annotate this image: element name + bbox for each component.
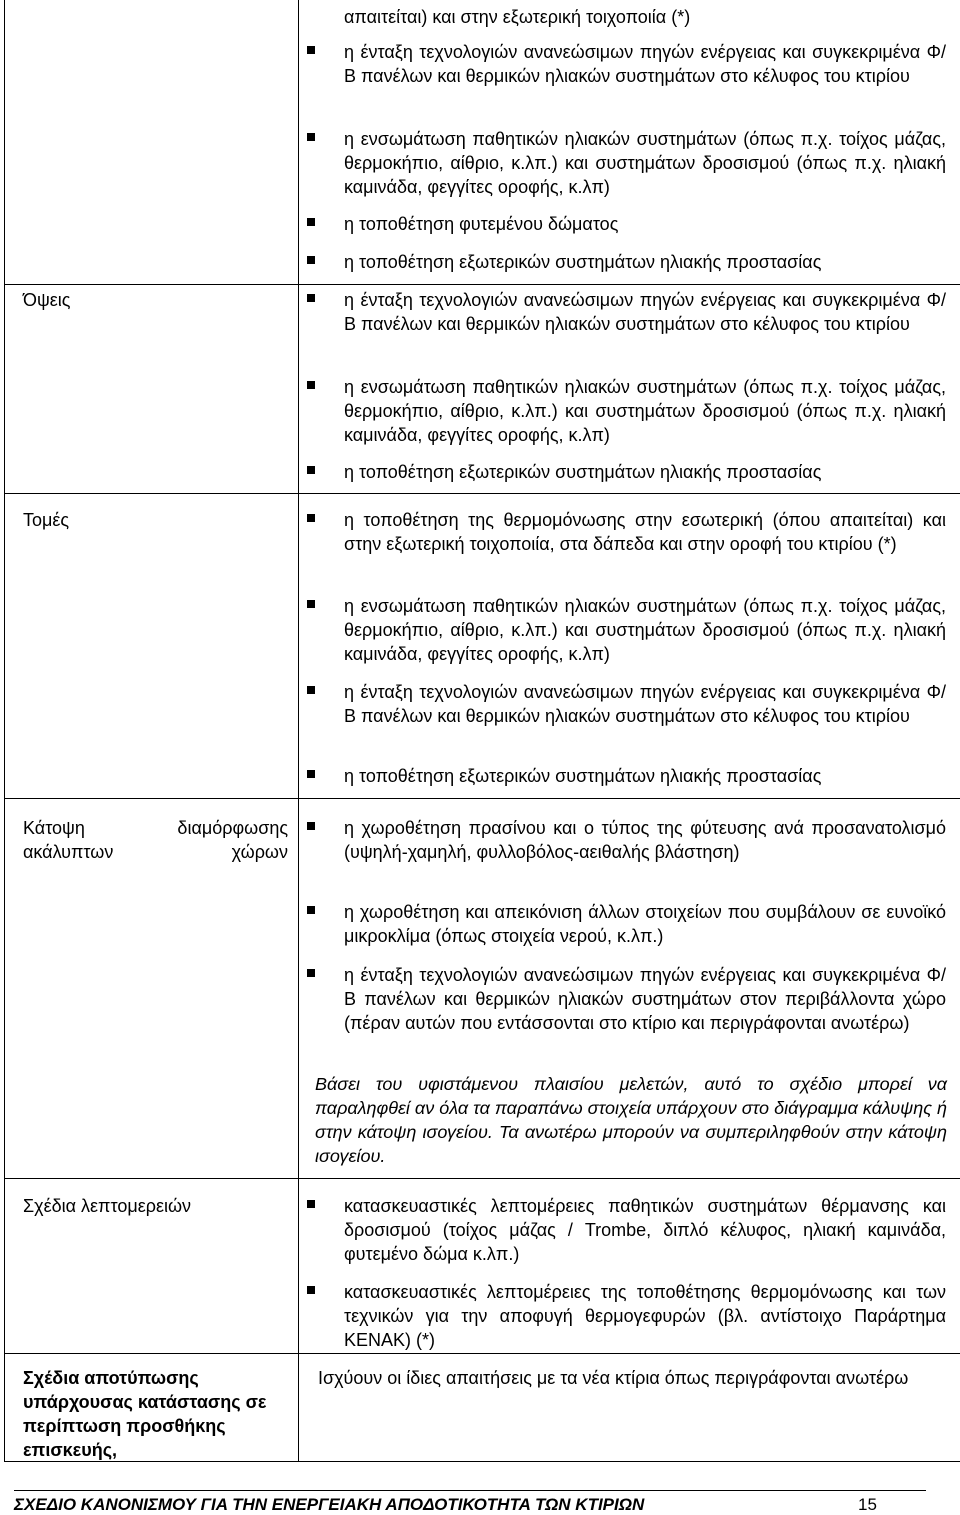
list-item: η τοποθέτηση της θερμομόνωσης στην εσωτερική (όπου απαιτείται) και στην εξωτερική τοιχοποιία, στα δάπεδα και στην οροφή του κτιρίου (*) [344, 510, 946, 554]
row-label-open-space-plan: Κάτοψη διαμόρφωσης ακάλυπτων χώρων [23, 818, 288, 862]
bullet-icon [307, 294, 315, 302]
list-item: η ένταξη τεχνολογιών ανανεώσιμων πηγών ενέργειας και συγκεκριμένα Φ/Β πανέλων και θερμικών ηλιακών συστημάτων στο κέλυφος του κτιρίου [344, 290, 946, 334]
bullet-icon [307, 218, 315, 226]
list-item: η ένταξη τεχνολογιών ανανεώσιμων πηγών ενέργειας και συγκεκριμένα Φ/Β πανέλων και θερμικών ηλιακών συστημάτων στο κέλυφος του κτιρίου [344, 682, 946, 726]
row-label-facades: Όψεις [23, 290, 71, 310]
list-item: η ένταξη τεχνολογιών ανανεώσιμων πηγών ενέργειας και συγκεκριμένα Φ/Β πανέλων και θερμικών ηλιακών συστημάτων στο κέλυφος του κτιρίου [344, 42, 946, 86]
bullet-icon [307, 381, 315, 389]
list-item: η τοποθέτηση εξωτερικών συστημάτων ηλιακής προστασίας [344, 766, 822, 786]
row-divider [4, 493, 960, 494]
list-item-continuation: απαιτείται) και στην εξωτερική τοιχοποιία (*) [344, 7, 691, 27]
bullet-icon [307, 822, 315, 830]
list-item: κατασκευαστικές λεπτομέρειες παθητικών συστημάτων θέρμανσης και δροσισμού (τοίχος μάζας / Trombe, διπλό κέλυφος, ηλιακή καμινάδα, φυτεμένο δώμα κ.λπ.) [344, 1196, 946, 1264]
note-paragraph: Βάσει του υφιστάμενου πλαισίου μελετών, αυτό το σχέδιο μπορεί να παραληφθεί αν όλα τα παραπάνω στοιχεία υπάρχουν στο διάγραμμα κάλυψης ή στην κάτοψη ισογείου. Τα ανωτέρω μπορούν να συμπεριληφθούν στην κάτοψη ισογείου. [315, 1074, 947, 1166]
row-divider [4, 1178, 960, 1179]
list-item: η τοποθέτηση εξωτερικών συστημάτων ηλιακής προστασίας [344, 462, 822, 482]
bullet-icon [307, 906, 315, 914]
bullet-icon [307, 133, 315, 141]
list-item: η ενσωμάτωση παθητικών ηλιακών συστημάτων (όπως π.χ. τοίχος μάζας, θερμοκήπιο, αίθριο, κ.λπ.) και συστημάτων δροσισμού (όπως π.χ. ηλιακή καμινάδα, φεγγίτες οροφής, κ.λπ) [344, 377, 946, 445]
bullet-icon [307, 969, 315, 977]
row-label-survey-drawings: Σχέδια αποτύπωσης υπάρχουσας κατάστασης σε περίπτωση προσθήκης επισκευής, [23, 1368, 267, 1460]
row-label-sections: Τομές [23, 510, 70, 530]
page-number: 15 [858, 1495, 877, 1514]
row-label-detail-drawings: Σχέδια λεπτομερειών [23, 1196, 192, 1216]
bullet-icon [307, 770, 315, 778]
row-divider [4, 284, 960, 285]
list-item: κατασκευαστικές λεπτομέρειες της τοποθέτησης θερμομόνωσης και των τεχνικών για την αποφυγή θερμογεφυρών (βλ. αντίστοιχο Παράρτημα ΚΕΝΑΚ) (*) [344, 1282, 946, 1350]
bullet-icon [307, 1286, 315, 1294]
bullet-icon [307, 256, 315, 264]
list-item: η χωροθέτηση πρασίνου και ο τύπος της φύτευσης ανά προσανατολισμό (υψηλή-χαμηλή, φυλλοβόλος-αειθαλής βλάστηση) [344, 818, 946, 862]
bullet-icon [307, 686, 315, 694]
bullet-icon [307, 46, 315, 54]
bullet-icon [307, 600, 315, 608]
list-item: η τοποθέτηση φυτεμένου δώματος [344, 214, 619, 234]
list-item: η ενσωμάτωση παθητικών ηλιακών συστημάτων (όπως π.χ. τοίχος μάζας, θερμοκήπιο, αίθριο, κ.λπ.) και συστημάτων δροσισμού (όπως π.χ. ηλιακή καμινάδα, φεγγίτες οροφής, κ.λπ) [344, 596, 946, 664]
bullet-icon [307, 514, 315, 522]
bullet-icon [307, 466, 315, 474]
footer-title: ΣΧΕΔΙΟ ΚΑΝΟΝΙΣΜΟΥ ΓΙΑ ΤΗΝ ΕΝΕΡΓΕΙΑΚΗ ΑΠΟΔΟΤΙΚΟΤΗΤΑ ΤΩΝ ΚΤΙΡΙΩΝ [14, 1495, 645, 1514]
bullet-icon [307, 1200, 315, 1208]
row-divider [4, 798, 960, 799]
list-item: η τοποθέτηση εξωτερικών συστημάτων ηλιακής προστασίας [344, 252, 822, 272]
list-item: η χωροθέτηση και απεικόνιση άλλων στοιχείων που συμβάλουν σε ευνοϊκό μικροκλίμα (όπως στοιχεία νερού, κ.λπ.) [344, 902, 946, 946]
footer-rule [14, 1490, 926, 1491]
row-divider [4, 1353, 960, 1354]
column-divider [298, 0, 299, 1461]
list-item: η ενσωμάτωση παθητικών ηλιακών συστημάτων (όπως π.χ. τοίχος μάζας, θερμοκήπιο, αίθριο, κ.λπ.) και συστημάτων δροσισμού (όπως π.χ. ηλιακή καμινάδα, φεγγίτες οροφής, κ.λπ) [344, 129, 946, 197]
row-text: Ισχύουν οι ίδιες απαιτήσεις με τα νέα κτίρια όπως περιγράφονται ανωτέρω [318, 1368, 909, 1388]
list-item: η ένταξη τεχνολογιών ανανεώσιμων πηγών ενέργειας και συγκεκριμένα Φ/Β πανέλων και θερμικών ηλιακών συστημάτων στον περιβάλλοντα χώρο (πέραν αυτών που εντάσσονται στο κτίριο και περιγράφονται ανωτέρω) [344, 965, 946, 1033]
